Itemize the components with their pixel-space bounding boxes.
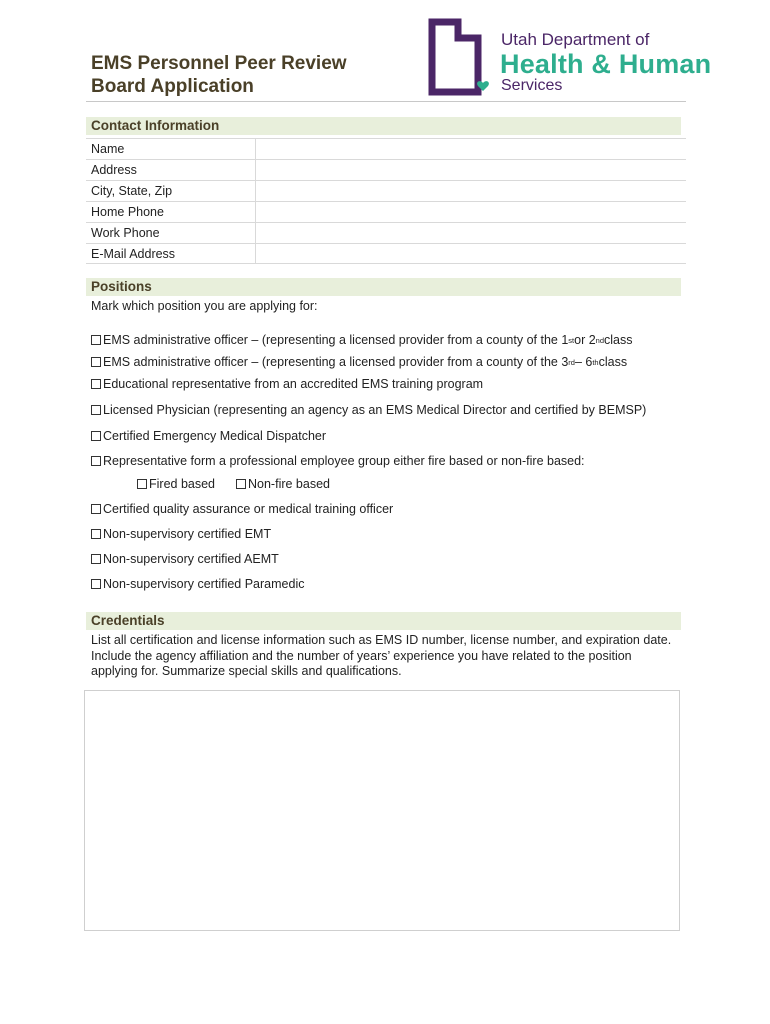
city-state-zip-field[interactable] [255, 181, 686, 201]
option-sup: rd [568, 357, 575, 367]
contact-row-home-phone [86, 201, 686, 222]
logo-text-services: Services [501, 77, 563, 94]
credentials-line: Include the agency affiliation and the number of years’ experience you have related to the position [91, 648, 632, 663]
field-label: Work Phone [91, 226, 160, 240]
option-educational-rep [91, 377, 483, 391]
field-label: City, State, Zip [91, 184, 173, 198]
option-sup: nd [595, 335, 605, 345]
contact-row-email [86, 243, 686, 264]
option-ems-admin-3rd-6th [91, 355, 627, 369]
option-label: Non-supervisory certified EMT [103, 527, 272, 541]
option-label: Non-supervisory certified AEMT [103, 552, 279, 566]
contact-table [86, 138, 686, 264]
logo-text-health: Health & Human [500, 49, 712, 79]
option-ems-admin-1st-2nd [91, 333, 633, 347]
logo-text-dept: Utah Department of [501, 30, 650, 49]
option-label: Non-fire based [248, 477, 330, 491]
contact-section-heading: Contact Information [86, 117, 681, 135]
contact-row-name [86, 138, 686, 159]
option-sup: st [568, 335, 575, 345]
checkbox[interactable] [91, 379, 101, 389]
option-label: Fired based [149, 477, 216, 491]
header-divider [86, 101, 686, 102]
option-label: – 6 [574, 355, 593, 369]
checkbox[interactable] [91, 529, 101, 539]
checkbox[interactable] [91, 504, 101, 514]
field-label: E-Mail Address [91, 247, 176, 261]
option-label: Representative form a professional employee group either fire based or non-fire based: [103, 454, 585, 468]
option-label: class [604, 333, 633, 347]
utah-state-logo-icon [428, 16, 500, 98]
option-employee-group [91, 454, 585, 468]
page-title [91, 52, 411, 98]
option-aemt [91, 552, 279, 566]
field-label: Name [91, 142, 125, 156]
contact-row-address [86, 159, 686, 180]
checkbox[interactable] [91, 405, 101, 415]
email-field[interactable] [255, 244, 686, 264]
checkbox[interactable] [91, 357, 101, 367]
contact-row-city [86, 180, 686, 201]
field-label: Home Phone [91, 205, 164, 219]
credentials-instructions [91, 633, 691, 680]
checkbox[interactable] [137, 479, 147, 489]
contact-row-work-phone [86, 222, 686, 243]
agency-logo [428, 16, 738, 98]
checkbox[interactable] [91, 431, 101, 441]
option-label: Certified quality assurance or medical training officer [103, 502, 394, 516]
home-phone-field[interactable] [255, 202, 686, 222]
positions-section-heading: Positions [86, 278, 681, 296]
suboption-non-fire-based [236, 477, 330, 491]
suboption-fire-based [137, 477, 215, 491]
option-label: or 2 [574, 333, 596, 347]
option-emt [91, 527, 271, 541]
option-label: Licensed Physician (representing an agency as an EMS Medical Director and certified by BEMSP) [103, 403, 647, 417]
address-field[interactable] [255, 160, 686, 180]
option-label: Certified Emergency Medical Dispatcher [103, 429, 327, 443]
credentials-section-heading: Credentials [86, 612, 681, 630]
option-licensed-physician [91, 403, 646, 417]
title-line-1: EMS Personnel Peer Review [91, 53, 347, 74]
credentials-text-area[interactable] [84, 690, 680, 931]
option-label: EMS administrative officer – (representing a licensed provider from a county of the 1 [103, 333, 569, 347]
option-quality-assurance [91, 502, 393, 516]
checkbox[interactable] [236, 479, 246, 489]
field-label: Address [91, 163, 137, 177]
option-sup: th [592, 357, 599, 367]
positions-instruction: Mark which position you are applying for: [91, 299, 318, 313]
work-phone-field[interactable] [255, 223, 686, 243]
option-label: Educational representative from an accredited EMS training program [103, 377, 484, 391]
name-field[interactable] [255, 139, 686, 159]
title-line-2: Board Application [91, 76, 254, 97]
option-dispatcher [91, 429, 326, 443]
checkbox[interactable] [91, 554, 101, 564]
credentials-line: List all certification and license information such as EMS ID number, license number, and expiration date. [91, 633, 672, 647]
option-label: Non-supervisory certified Paramedic [103, 577, 305, 591]
checkbox[interactable] [91, 335, 101, 345]
option-label: class [598, 355, 628, 369]
option-label: EMS administrative officer – (representing a licensed provider from a county of the 3 [103, 355, 569, 369]
option-paramedic [91, 577, 304, 591]
checkbox[interactable] [91, 579, 101, 589]
credentials-line: applying for. Summarize special skills and qualifications. [91, 664, 402, 678]
checkbox[interactable] [91, 456, 101, 466]
